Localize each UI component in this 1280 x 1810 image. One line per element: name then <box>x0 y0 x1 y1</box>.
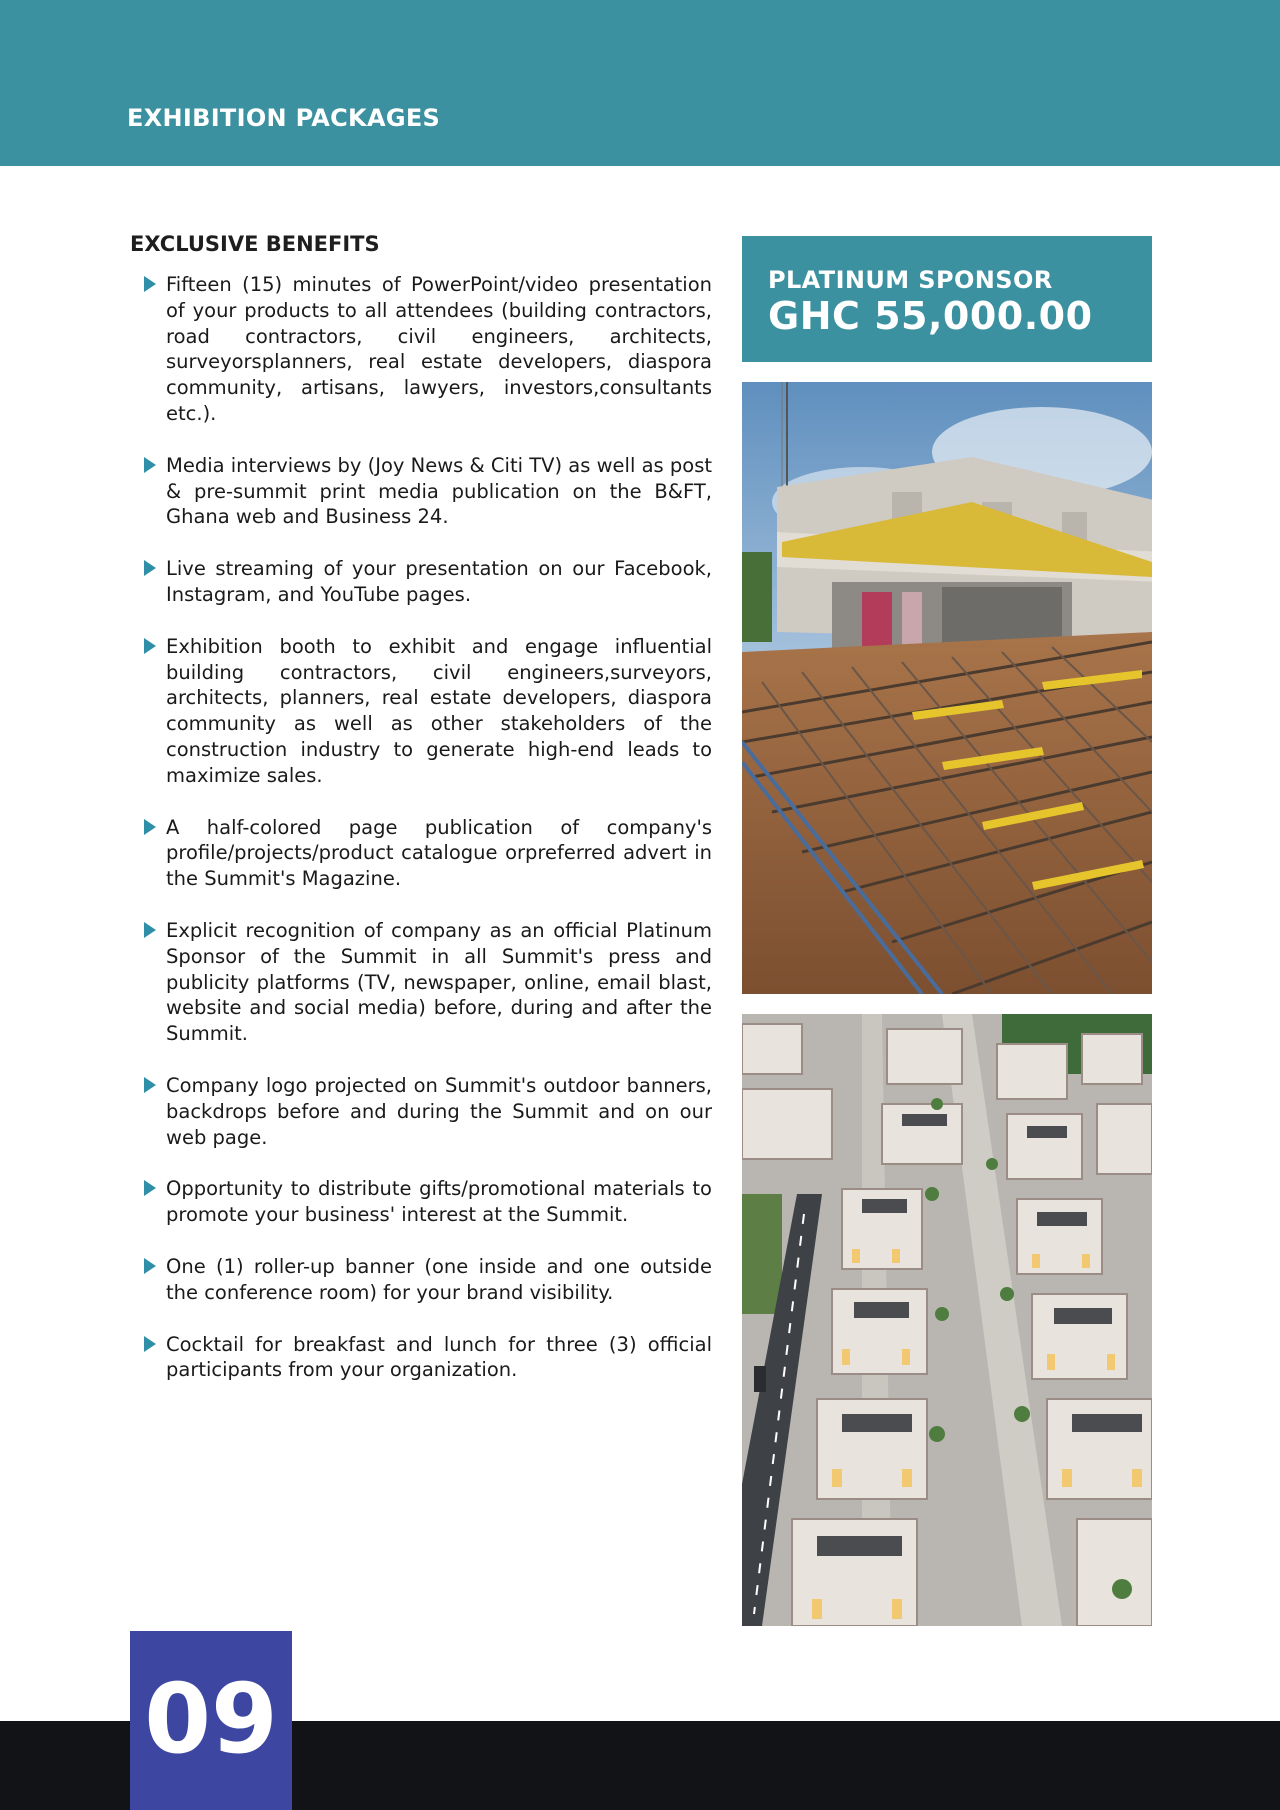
benefit-text: Live streaming of your presentation on our Facebook, Instagram, and YouTube pages. <box>166 557 712 606</box>
sponsor-price: GHC 55,000.00 <box>768 294 1093 338</box>
list-item <box>142 918 712 1047</box>
page-number-box <box>130 1631 292 1810</box>
triangle-bullet-icon <box>144 819 156 835</box>
benefits-list <box>142 272 712 1409</box>
benefit-text: Company logo projected on Summit's outdoor banners, backdrops before and during the Summit and on our web page. <box>166 1073 712 1149</box>
benefit-text: One (1) roller-up banner (one inside and one outside the conference room) for your brand visibility. <box>166 1254 712 1304</box>
benefit-text: Exhibition booth to exhibit and engage influential building contractors, civil engineers,surveyors, architects, planners, real estate developers, diaspora community as well as other stakeholders of the construction industry to generate high-end leads to maximize sales. <box>166 634 712 787</box>
triangle-bullet-icon <box>144 638 156 654</box>
list-item <box>142 556 712 608</box>
benefit-text: Opportunity to distribute gifts/promotional materials to promote your business' interest at the Summit. <box>166 1177 712 1227</box>
list-item <box>142 815 712 892</box>
triangle-bullet-icon <box>144 1077 156 1093</box>
sponsor-tier-label: PLATINUM SPONSOR <box>768 266 1053 294</box>
list-item <box>142 1176 712 1228</box>
header-band <box>0 0 1280 166</box>
section-heading: EXCLUSIVE BENEFITS <box>130 232 380 256</box>
triangle-bullet-icon <box>144 276 156 292</box>
triangle-bullet-icon <box>144 457 156 473</box>
construction-site-photo <box>742 382 1152 994</box>
triangle-bullet-icon <box>144 922 156 938</box>
benefit-text: Explicit recognition of company as an official Platinum Sponsor of the Summit in all Summit's press and publicity platforms (TV, newspaper, online, email blast, website and social media) before, during and after the Summit. <box>166 918 712 1046</box>
page-title: EXHIBITION PACKAGES <box>127 104 441 132</box>
list-item <box>142 1332 712 1384</box>
benefit-text: Cocktail for breakfast and lunch for three (3) official participants from your organization. <box>166 1332 712 1382</box>
triangle-bullet-icon <box>144 1258 156 1274</box>
sponsor-package-box <box>742 236 1152 362</box>
page-number: 09 <box>144 1663 278 1775</box>
list-item <box>142 1073 712 1150</box>
benefit-text: Fifteen (15) minutes of PowerPoint/video presentation of your products to all attendees (building contractors, road contractors, civil engineers, architects, surveyorsplanners, real estate developers, diaspora community, artisans, lawyers, investors,consultants etc.). <box>166 273 712 425</box>
list-item <box>142 1254 712 1306</box>
list-item <box>142 453 712 530</box>
triangle-bullet-icon <box>144 1336 156 1352</box>
benefit-text: Media interviews by (Joy News & Citi TV) as well as post & pre-summit print media publication on the B&FT, Ghana web and Business 24. <box>166 453 712 529</box>
triangle-bullet-icon <box>144 1180 156 1196</box>
list-item <box>142 272 712 427</box>
triangle-bullet-icon <box>144 560 156 576</box>
list-item <box>142 634 712 789</box>
benefit-text: A half-colored page publication of company's profile/projects/product catalogue orpreferred advert in the Summit's Magazine. <box>166 815 712 891</box>
housing-estate-photo <box>742 1014 1152 1626</box>
